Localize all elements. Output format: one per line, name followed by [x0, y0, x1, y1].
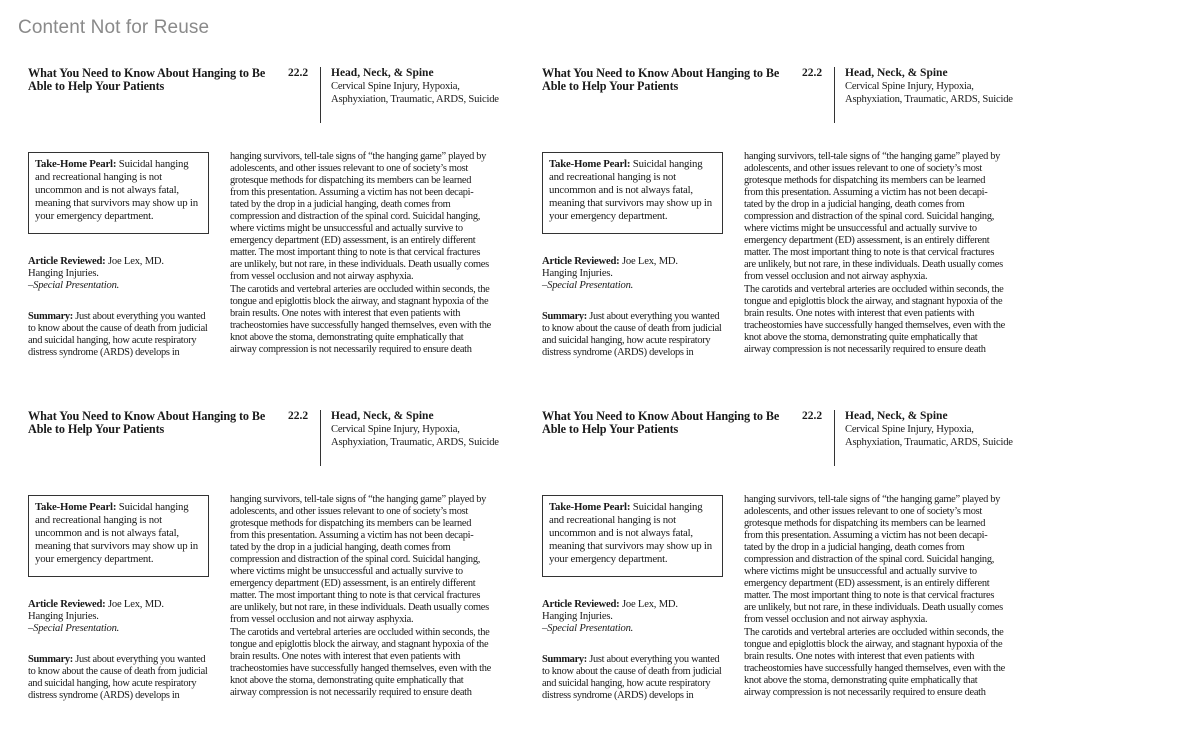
summary-text: Just about everything you wanted to know about the cause of death from judicial and suicidal hanging, how acute respiratory distress syndrome (ARDS) develops in: [542, 654, 722, 701]
take-home-pearl-box: [542, 495, 723, 577]
take-home-pearl-box: [28, 152, 209, 234]
body-paragraph: hanging survivors, tell-tale signs of “the hanging game” played by adolescents, and other issues relevant to one of society’s most grotesque methods for dispatching its members can be learned from this presentation. Assuming a victim has not been decapi-tated by the drop in a judicial hanging, death comes from compression and distraction of the spinal cord. Suicidal hanging, where victims might be unsuccessful and actually survive to emergency department (ED) assessment, is an entirely different matter. The most important thing to note is that cervical fractures are unlikely, but not rare, in these individuals. Death usually comes from vessel occlusion and not airway asphyxia.: [744, 494, 1003, 626]
reviewed-author: Joe Lex, MD.: [621, 256, 678, 267]
keywords: Cervical Spine Injury, Hypoxia, Asphyxiation, Traumatic, ARDS, Suicide: [845, 81, 1013, 105]
article-reviewed: [542, 256, 732, 292]
body-paragraph: hanging survivors, tell-tale signs of “the hanging game” played by adolescents, and other issues relevant to one of society’s most grotesque methods for dispatching its members can be learned from this presentation. Assuming a victim has not been decapi-tated by the drop in a judicial hanging, death comes from compression and distraction of the spinal cord. Suicidal hanging, where victims might be unsuccessful and actually survive to emergency department (ED) assessment, is an entirely different matter. The most important thing to note is that cervical fractures are unlikely, but not rare, in these individuals. Death usually comes from vessel occlusion and not airway asphyxia.: [230, 494, 489, 626]
section-heading: Head, Neck, & Spine: [331, 67, 434, 79]
section-heading: Head, Neck, & Spine: [845, 67, 948, 79]
reviewed-source: –Special Presentation.: [28, 280, 120, 291]
article-reviewed: [542, 599, 732, 635]
pearl-label: Take-Home Pearl:: [549, 501, 631, 513]
summary-label: Summary:: [542, 311, 587, 322]
keywords: Cervical Spine Injury, Hypoxia, Asphyxiation, Traumatic, ARDS, Suicide: [331, 81, 499, 105]
summary-text: Just about everything you wanted to know about the cause of death from judicial and suicidal hanging, how acute respiratory distress syndrome (ARDS) develops in: [28, 311, 208, 358]
keywords: Cervical Spine Injury, Hypoxia, Asphyxiation, Traumatic, ARDS, Suicide: [845, 424, 1013, 448]
body-paragraph: The carotids and vertebral arteries are occluded within seconds, the tongue and epiglottis block the airway, and stagnant hypoxia of the brain results. One notes with interest that even patients with tracheostomies have successfully hanged themselves, even with the knot above the stoma, demonstrating quite emphatically that airway compression is not necessarily required to ensure death: [744, 626, 1005, 698]
article-title: What You Need to Know About Hanging to Be Able to Help Your Patients: [28, 409, 266, 436]
summary-label: Summary:: [28, 311, 73, 322]
body-text: [744, 494, 1006, 701]
take-home-pearl-box: [28, 495, 209, 577]
summary-text: Just about everything you wanted to know about the cause of death from judicial and suicidal hanging, how acute respiratory distress syndrome (ARDS) develops in: [28, 654, 208, 701]
reviewed-label: Article Reviewed:: [28, 256, 106, 267]
article-title: What You Need to Know About Hanging to Be Able to Help Your Patients: [28, 66, 266, 93]
body-text: [230, 494, 492, 701]
reviewed-title: Hanging Injuries.: [28, 268, 99, 279]
summary: [542, 311, 726, 359]
pearl-label: Take-Home Pearl:: [35, 501, 117, 513]
reviewed-label: Article Reviewed:: [542, 599, 620, 610]
take-home-pearl-box: [542, 152, 723, 234]
section-number: 22.2: [802, 410, 823, 422]
article-card: [18, 410, 508, 710]
article-card: [532, 67, 1022, 367]
summary: [28, 654, 212, 702]
reviewed-source: –Special Presentation.: [542, 623, 634, 634]
body-paragraph: The carotids and vertebral arteries are occluded within seconds, the tongue and epiglottis block the airway, and stagnant hypoxia of the brain results. One notes with interest that even patients with tracheostomies have successfully hanged themselves, even with the knot above the stoma, demonstrating quite emphatically that airway compression is not necessarily required to ensure death: [230, 283, 491, 355]
reviewed-title: Hanging Injuries.: [542, 268, 613, 279]
body-paragraph: The carotids and vertebral arteries are occluded within seconds, the tongue and epiglottis block the airway, and stagnant hypoxia of the brain results. One notes with interest that even patients with tracheostomies have successfully hanged themselves, even with the knot above the stoma, demonstrating quite emphatically that airway compression is not necessarily required to ensure death: [230, 626, 491, 698]
summary-label: Summary:: [28, 654, 73, 665]
reviewed-label: Article Reviewed:: [542, 256, 620, 267]
reviewed-author: Joe Lex, MD.: [107, 256, 164, 267]
article-title: What You Need to Know About Hanging to Be Able to Help Your Patients: [542, 409, 780, 436]
summary: [542, 654, 726, 702]
body-text: [744, 151, 1006, 358]
section-number: 22.2: [288, 67, 309, 79]
pearl-text: Suicidal hanging and recreational hanging is not uncommon and is not always fatal, meaning that survivors may show up in your emergency department.: [549, 158, 712, 222]
summary: [28, 311, 212, 359]
header-divider: [834, 410, 835, 466]
article-reviewed: [28, 256, 218, 292]
summary-label: Summary:: [542, 654, 587, 665]
article-title: What You Need to Know About Hanging to Be Able to Help Your Patients: [542, 66, 780, 93]
article-card: [18, 67, 508, 367]
section-heading: Head, Neck, & Spine: [845, 410, 948, 422]
pearl-label: Take-Home Pearl:: [549, 158, 631, 170]
body-paragraph: hanging survivors, tell-tale signs of “the hanging game” played by adolescents, and other issues relevant to one of society’s most grotesque methods for dispatching its members can be learned from this presentation. Assuming a victim has not been decapi-tated by the drop in a judicial hanging, death comes from compression and distraction of the spinal cord. Suicidal hanging, where victims might be unsuccessful and actually survive to emergency department (ED) assessment, is an entirely different matter. The most important thing to note is that cervical fractures are unlikely, but not rare, in these individuals. Death usually comes from vessel occlusion and not airway asphyxia.: [744, 151, 1003, 283]
reviewed-author: Joe Lex, MD.: [107, 599, 164, 610]
reviewed-title: Hanging Injuries.: [542, 611, 613, 622]
header-divider: [834, 67, 835, 123]
body-paragraph: hanging survivors, tell-tale signs of “the hanging game” played by adolescents, and other issues relevant to one of society’s most grotesque methods for dispatching its members can be learned from this presentation. Assuming a victim has not been decapi-tated by the drop in a judicial hanging, death comes from compression and distraction of the spinal cord. Suicidal hanging, where victims might be unsuccessful and actually survive to emergency department (ED) assessment, is an entirely different matter. The most important thing to note is that cervical fractures are unlikely, but not rare, in these individuals. Death usually comes from vessel occlusion and not airway asphyxia.: [230, 151, 489, 283]
section-number: 22.2: [802, 67, 823, 79]
header-divider: [320, 67, 321, 123]
section-heading: Head, Neck, & Spine: [331, 410, 434, 422]
pearl-text: Suicidal hanging and recreational hanging is not uncommon and is not always fatal, meaning that survivors may show up in your emergency department.: [35, 501, 198, 565]
article-card: [532, 410, 1022, 710]
keywords: Cervical Spine Injury, Hypoxia, Asphyxiation, Traumatic, ARDS, Suicide: [331, 424, 499, 448]
pearl-text: Suicidal hanging and recreational hanging is not uncommon and is not always fatal, meaning that survivors may show up in your emergency department.: [549, 501, 712, 565]
header-divider: [320, 410, 321, 466]
body-paragraph: The carotids and vertebral arteries are occluded within seconds, the tongue and epiglottis block the airway, and stagnant hypoxia of the brain results. One notes with interest that even patients with tracheostomies have successfully hanged themselves, even with the knot above the stoma, demonstrating quite emphatically that airway compression is not necessarily required to ensure death: [744, 283, 1005, 355]
summary-text: Just about everything you wanted to know about the cause of death from judicial and suicidal hanging, how acute respiratory distress syndrome (ARDS) develops in: [542, 311, 722, 358]
reviewed-author: Joe Lex, MD.: [621, 599, 678, 610]
article-reviewed: [28, 599, 218, 635]
watermark-text: Content Not for Reuse: [18, 17, 210, 38]
reviewed-label: Article Reviewed:: [28, 599, 106, 610]
reviewed-source: –Special Presentation.: [542, 280, 634, 291]
pearl-text: Suicidal hanging and recreational hanging is not uncommon and is not always fatal, meaning that survivors may show up in your emergency department.: [35, 158, 198, 222]
reviewed-title: Hanging Injuries.: [28, 611, 99, 622]
reviewed-source: –Special Presentation.: [28, 623, 120, 634]
section-number: 22.2: [288, 410, 309, 422]
pearl-label: Take-Home Pearl:: [35, 158, 117, 170]
body-text: [230, 151, 492, 358]
